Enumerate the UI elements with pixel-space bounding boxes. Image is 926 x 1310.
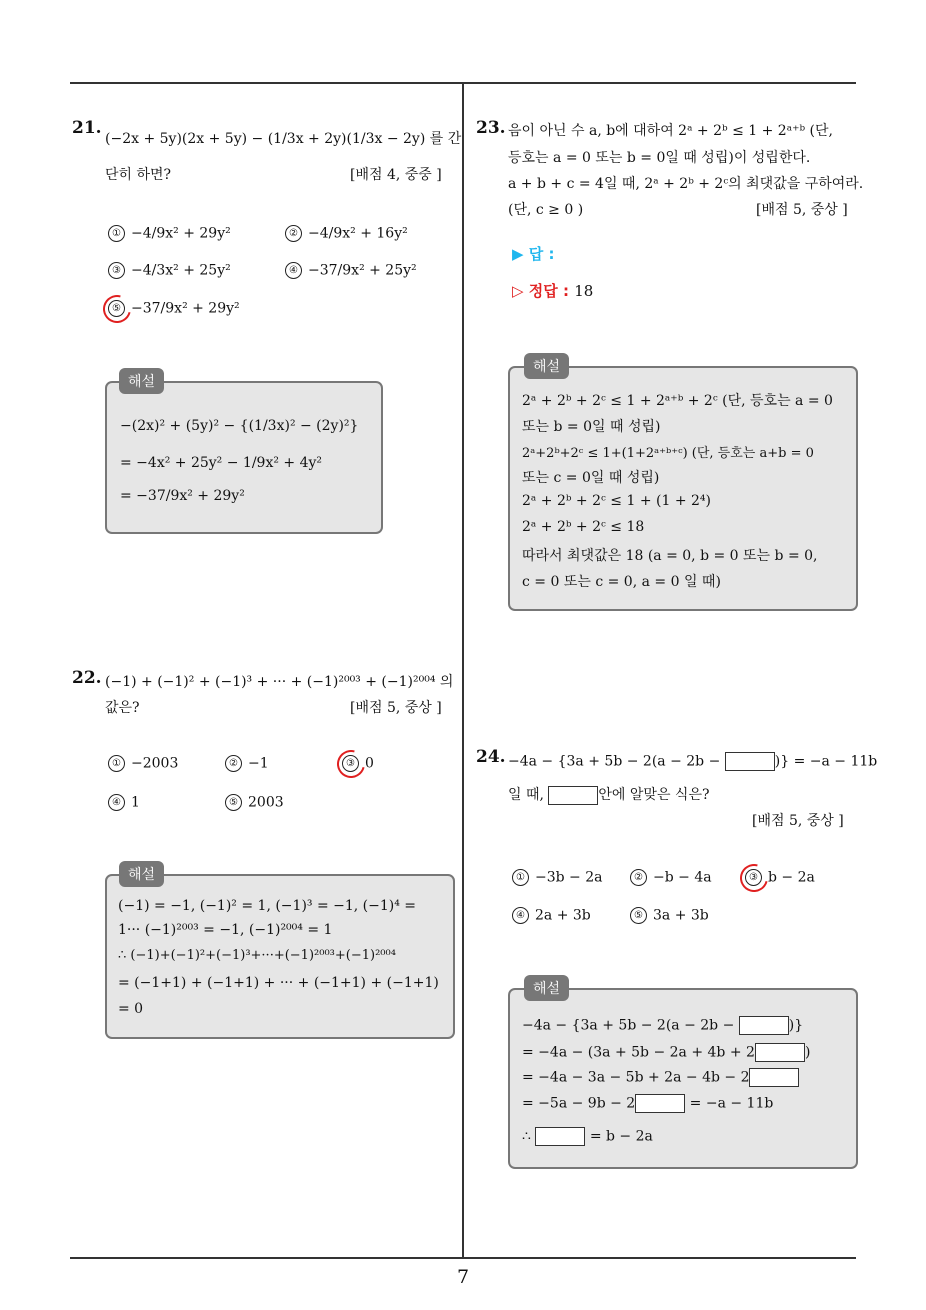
marker-5: ⑤ [225,794,242,811]
q21-option-4[interactable]: ④ −37/9x² + 25y² [285,262,417,279]
blank-box[interactable] [725,752,775,771]
q23-solution-tag: 해설 [524,353,569,379]
blank-box [635,1094,685,1113]
q22-text-line1: (−1) + (−1)² + (−1)³ + ··· + (−1)²⁰⁰³ + (−1)²⁰⁰⁴ 의 [105,674,454,690]
q24-option-4[interactable]: ④ 2a + 3b [512,907,591,924]
q23-solution-line: 또는 c = 0일 때 성립) [522,470,660,486]
q22-solution-line: 1··· (−1)²⁰⁰³ = −1, (−1)²⁰⁰⁴ = 1 [118,922,333,938]
q24-text-line1: −4a − {3a + 5b − 2(a − 2b − )} = −a − 11b [508,753,878,770]
q22-option-2[interactable]: ② −1 [225,755,269,772]
q21-text-line2: 단히 하면? [105,167,172,183]
q24-solution-line: ∴ = b − 2a [522,1128,653,1145]
q24-solution-tag: 해설 [524,975,569,1001]
q24-text-line2: 일 때, 안에 알맞은 식은? [508,787,710,803]
marker-1: ① [108,755,125,772]
q22-solution-line: = (−1+1) + (−1+1) + ··· + (−1+1) + (−1+1) [118,975,439,991]
q21-option-2[interactable]: ② −4/9x² + 16y² [285,225,408,242]
q24-option-2[interactable]: ② −b − 4a [630,869,712,886]
blank-box [535,1127,585,1146]
marker-2: ② [630,869,647,886]
q23-solution-line: c = 0 또는 c = 0, a = 0 일 때) [522,574,721,590]
marker-1: ① [512,869,529,886]
blank-box [755,1043,805,1062]
q21-solution-tag: 해설 [119,368,164,394]
q23-number: 23. [476,118,506,138]
q21-solution-line: −(2x)² + (5y)² − {(1/3x)² − (2y)²} [120,418,359,434]
q22-option-3[interactable]: ③ 0 [342,755,374,772]
q22-number: 22. [72,668,102,688]
q24-solution-line: = −4a − 3a − 5b + 2a − 4b − 2 [522,1068,799,1087]
q23-solution-line: 2ᵃ+2ᵇ+2ᶜ ≤ 1+(1+2ᵃ⁺ᵇ⁺ᶜ) (단, 등호는 a+b = 0 [522,446,814,461]
q24-solution-line: = −4a − (3a + 5b − 2a + 4b + 2 ) [522,1044,811,1061]
q24-number: 24. [476,747,506,767]
q24-option-5[interactable]: ⑤ 3a + 3b [630,907,709,924]
q23-solution-line: 2ᵃ + 2ᵇ + 2ᶜ ≤ 18 [522,519,645,535]
q22-solution-line: (−1) = −1, (−1)² = 1, (−1)³ = −1, (−1)⁴ = [118,898,417,914]
column-divider [462,83,464,1258]
q23-text-line1: 음이 아닌 수 a, b에 대하여 2ᵃ + 2ᵇ ≤ 1 + 2ᵃ⁺ᵇ (단, [508,123,833,139]
q23-solution-line: 2ᵃ + 2ᵇ + 2ᶜ ≤ 1 + (1 + 2⁴) [522,493,711,509]
q23-text-line2: 등호는 a = 0 또는 b = 0일 때 성립)이 성립한다. [508,150,811,166]
bottom-rule [70,1257,856,1259]
q24-meta: [배점 5, 중상 ] [752,813,844,829]
q21-text-line1: (−2x + 5y)(2x + 5y) − (1/3x + 2y)(1/3x − 2y) 를 간 [105,131,462,147]
q21-option-5[interactable]: ⑤ −37/9x² + 29y² [108,300,240,317]
q23-solution-line: 따라서 최댓값은 18 (a = 0, b = 0 또는 b = 0, [522,548,818,564]
q23-correct-answer: ▷ 정답 : 18 [512,282,594,300]
q22-meta: [배점 5, 중상 ] [350,700,442,716]
q23-solution-line: 2ᵃ + 2ᵇ + 2ᶜ ≤ 1 + 2ᵃ⁺ᵇ + 2ᶜ (단, 등호는 a = 0 [522,393,833,409]
q22-text-line2: 값은? [105,700,140,716]
q23-meta: [배점 5, 중상 ] [756,202,848,218]
q23-text-line4: (단, c ≥ 0 ) [508,202,584,218]
q22-option-4[interactable]: ④ 1 [108,794,140,811]
q22-option-5[interactable]: ⑤ 2003 [225,794,284,811]
blank-box[interactable] [548,786,598,805]
answer-mark-icon: ③ [342,755,365,772]
marker-4: ④ [512,907,529,924]
q22-solution-tag: 해설 [119,861,164,887]
q24-option-1[interactable]: ① −3b − 2a [512,869,602,886]
marker-4: ④ [108,794,125,811]
page-number: 7 [456,1266,470,1288]
q21-solution-line: = −4x² + 25y² − 1/9x² + 4y² [120,455,323,471]
q23-answer-label: ▶ 답 : [512,245,555,263]
q21-option-3[interactable]: ③ −4/3x² + 25y² [108,262,231,279]
answer-mark-icon: ⑤ [108,300,131,317]
q24-solution-line: −4a − {3a + 5b − 2(a − 2b − )} [522,1017,804,1034]
q21-number: 21. [72,118,102,138]
q22-solution-line: = 0 [118,1001,144,1017]
marker-3: ③ [108,262,125,279]
q21-solution-line: = −37/9x² + 29y² [120,488,245,504]
blank-box [749,1068,799,1087]
q23-solution-line: 또는 b = 0일 때 성립) [522,419,661,435]
q23-correct-value: 18 [574,282,594,300]
marker-2: ② [285,225,302,242]
marker-5: ⑤ [630,907,647,924]
q21-meta: [배점 4, 중중 ] [350,167,442,183]
marker-1: ① [108,225,125,242]
q22-option-1[interactable]: ① −2003 [108,755,178,772]
q21-option-1[interactable]: ① −4/9x² + 29y² [108,225,231,242]
q22-solution-line: ∴ (−1)+(−1)²+(−1)³+···+(−1)²⁰⁰³+(−1)²⁰⁰⁴ [118,948,396,963]
blank-box [739,1016,789,1035]
q24-solution-line: = −5a − 9b − 2 = −a − 11b [522,1095,774,1112]
q24-option-3[interactable]: ③ b − 2a [745,869,815,886]
q23-text-line3: a + b + c = 4일 때, 2ᵃ + 2ᵇ + 2ᶜ의 최댓값을 구하여라. [508,176,864,192]
answer-mark-icon: ③ [745,869,768,886]
marker-4: ④ [285,262,302,279]
marker-2: ② [225,755,242,772]
